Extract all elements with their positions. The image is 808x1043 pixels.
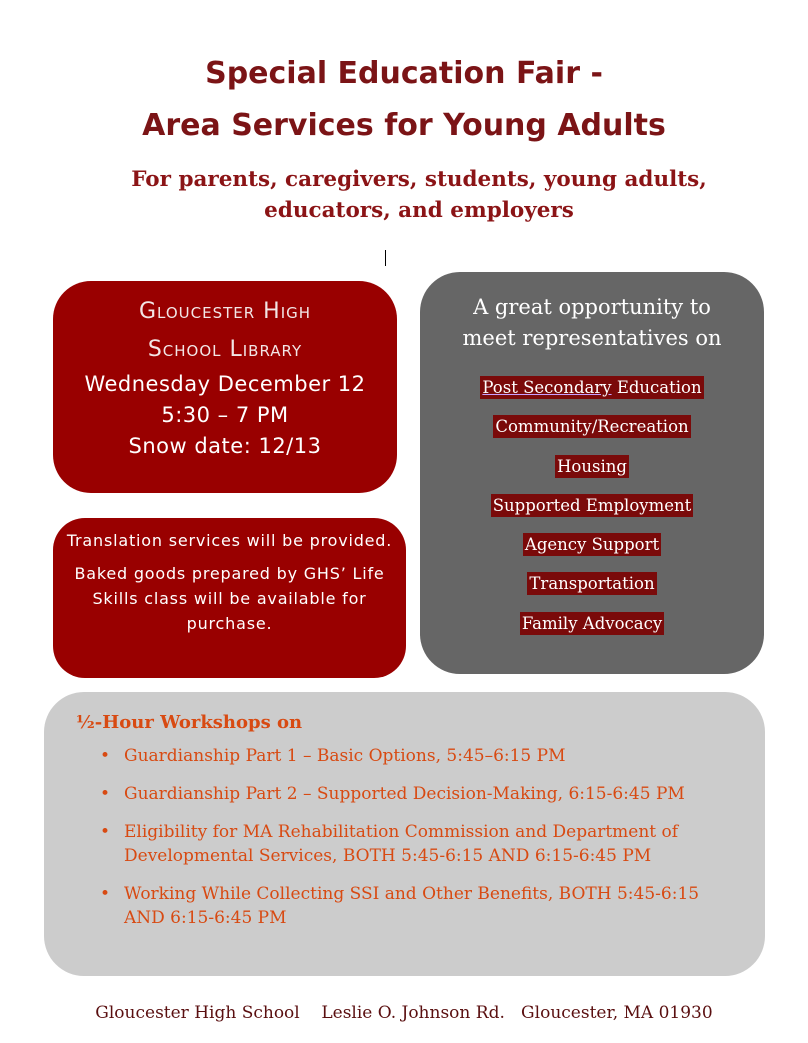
bullet-icon: •: [100, 822, 111, 842]
bullet-icon: •: [100, 784, 111, 804]
event-time: 5:30 – 7 PM: [161, 403, 289, 427]
location-box: [53, 281, 397, 493]
topic-text: Education: [611, 378, 702, 397]
topic-item: Agency Support: [524, 535, 660, 555]
info-box: [53, 518, 406, 678]
topic-item: Housing: [557, 456, 627, 476]
workshop-text: Eligibility for MA Rehabilitation Commission and Department of Developmental Services, BOTH 5:45-6:15 AND 6:15-6:45 PM: [124, 822, 679, 866]
list-item: [76, 882, 744, 930]
location-name-line-2: School Library: [147, 337, 303, 362]
opportunity-box: [420, 272, 764, 674]
subtitle-line-1: For parents, caregivers, students, young adults,: [131, 167, 707, 192]
workshop-text: Guardianship Part 2 – Supported Decision-Making, 6:15-6:45 PM: [124, 784, 685, 804]
bullet-icon: •: [100, 746, 111, 766]
topic-item: Family Advocacy: [521, 613, 663, 633]
event-date: Wednesday December 12: [84, 372, 366, 396]
workshop-text: Guardianship Part 1 – Basic Options, 5:45–6:15 PM: [124, 746, 566, 766]
topic-underlined-text: Post Secondary: [482, 378, 612, 397]
list-item: [76, 782, 744, 806]
workshop-list: [76, 744, 765, 930]
subtitle-line-2: educators, and employers: [264, 198, 574, 223]
opportunity-heading-line-2: meet representatives on: [462, 326, 722, 350]
list-item: [76, 744, 744, 768]
footer-address: Gloucester High School Leslie O. Johnson Rd. Gloucester, MA 01930: [95, 1003, 713, 1023]
text-cursor: [385, 250, 386, 266]
workshop-heading: ½-Hour Workshops on: [76, 712, 303, 733]
topic-item: [480, 376, 703, 399]
page-title-line-2: Area Services for Young Adults: [142, 108, 666, 143]
workshop-text: Working While Collecting SSI and Other Benefits, BOTH 5:45-6:15 AND 6:15-6:45 PM: [124, 884, 700, 928]
location-name-line-1: Gloucester High: [138, 299, 312, 324]
baked-goods-note: Baked goods prepared by GHS’ Life Skills class will be available for purchase.: [74, 564, 385, 633]
page-title-line-1: Special Education Fair -: [205, 56, 603, 91]
snow-date: Snow date: 12/13: [128, 434, 322, 458]
topic-item: Supported Employment: [492, 495, 692, 515]
topic-item: Transportation: [529, 574, 655, 594]
workshop-box: [44, 692, 765, 976]
opportunity-heading-line-1: A great opportunity to: [473, 295, 711, 319]
bullet-icon: •: [100, 884, 111, 904]
list-item: [76, 820, 744, 868]
topic-item: Community/Recreation: [495, 417, 689, 437]
topic-list: [420, 376, 764, 651]
translation-note: Translation services will be provided.: [66, 531, 393, 550]
